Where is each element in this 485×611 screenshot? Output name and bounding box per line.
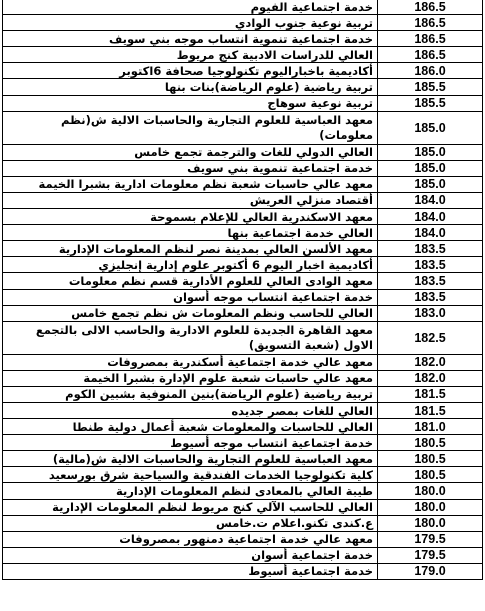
institute-name-cell: معهد الوادى العالي للعلوم الأدارية قسم نظم معلومات	[3, 273, 378, 289]
score-cell: 183.0	[378, 305, 483, 321]
institute-name-cell: كلية تكنولوجيا الخدمات الفندقية والسياحية شرق بورسعيد	[3, 467, 378, 483]
institute-name-cell: العالي للغات بمصر جديده	[3, 402, 378, 418]
institute-name-cell: تربية رياضية (علوم الرياضة)بنين المنوفية بشبين الكوم	[3, 386, 378, 402]
institute-name-cell: معهد الألسن العالي بمدينة نصر لنظم المعلومات الإدارية	[3, 241, 378, 257]
institute-name-cell: خدمة اجتماعية تنموية انتساب موجه بني سويف	[3, 31, 378, 47]
score-cell: 184.0	[378, 192, 483, 208]
score-cell: 183.5	[378, 289, 483, 305]
institute-name-cell: خدمة اجتماعية أسوان	[3, 547, 378, 563]
institute-name-cell: معهد عالي حاسبات شعبة نظم معلومات ادارية بشبرا الخيمة	[3, 176, 378, 192]
institute-name-cell: تربية نوعية سوهاج	[3, 95, 378, 111]
score-cell: 186.0	[378, 63, 483, 79]
score-cell: 179.5	[378, 547, 483, 563]
table-row	[3, 144, 483, 160]
table-row	[3, 31, 483, 47]
institute-name-cell: تربية نوعية جنوب الوادي	[3, 15, 378, 31]
score-cell: 180.5	[378, 467, 483, 483]
institute-name-cell: العالي للدراسات الادبية كنج مريوط	[3, 47, 378, 63]
score-cell: 180.0	[378, 499, 483, 515]
table-row	[3, 15, 483, 31]
institute-name-cell: ع.كندى تكنو.اعلام ت.خامس	[3, 515, 378, 531]
score-cell: 180.0	[378, 515, 483, 531]
institute-name-cell: معهد الاسكندرية العالي للإعلام بسموحة	[3, 209, 378, 225]
institute-name-cell: أقتصاد منزلي العريش	[3, 192, 378, 208]
table-row	[3, 176, 483, 192]
table-row	[3, 321, 483, 354]
institute-name-cell: العالي للحاسب الآلي كنج مريوط لنظم المعلومات الإدارية	[3, 499, 378, 515]
table-row	[3, 531, 483, 547]
table-row	[3, 451, 483, 467]
table-row	[3, 111, 483, 144]
table-row	[3, 160, 483, 176]
score-cell: 180.0	[378, 483, 483, 499]
table-row	[3, 0, 483, 15]
score-cell: 182.0	[378, 354, 483, 370]
score-cell: 185.5	[378, 95, 483, 111]
table-row	[3, 515, 483, 531]
institute-name-cell: العالي الدولي للغات والترجمة تجمع خامس	[3, 144, 378, 160]
score-cell: 180.5	[378, 451, 483, 467]
institute-name-cell: معهد القاهرة الجديدة للعلوم الادارية والحاسب الالى بالتجمع الاول (شعبة التسويق)	[3, 321, 378, 354]
score-cell: 182.5	[378, 321, 483, 354]
score-cell: 179.0	[378, 563, 483, 579]
table-row	[3, 563, 483, 579]
score-cell: 184.0	[378, 225, 483, 241]
table-row	[3, 386, 483, 402]
institute-name-cell: العالي للحاسب ونظم المعلومات ش نظم تجمع خامس	[3, 305, 378, 321]
score-cell: 183.5	[378, 257, 483, 273]
score-cell: 183.5	[378, 241, 483, 257]
table-row	[3, 192, 483, 208]
table-row	[3, 499, 483, 515]
table-row	[3, 467, 483, 483]
score-cell: 179.5	[378, 531, 483, 547]
score-cell: 181.5	[378, 386, 483, 402]
table-row	[3, 370, 483, 386]
table-row	[3, 419, 483, 435]
institute-name-cell: معهد عالي خدمة اجتماعية أسكندرية بمصروفات	[3, 354, 378, 370]
score-cell: 181.5	[378, 402, 483, 418]
score-cell: 186.5	[378, 0, 483, 15]
institute-name-cell: أكاديمية باخباراليوم تكنولوجيا صحافة 6اكتوبر	[3, 63, 378, 79]
scores-table	[2, 0, 483, 580]
table-row	[3, 257, 483, 273]
score-cell: 180.5	[378, 435, 483, 451]
institute-name-cell: معهد عالي حاسبات شعبة علوم الإدارة بشبرا الخيمة	[3, 370, 378, 386]
institute-name-cell: طيبة العالي بالمعادى لنظم المعلومات الإدارية	[3, 483, 378, 499]
institute-name-cell: أكاديمية اخبار اليوم 6 أكتوبر علوم إدارية إنجليزي	[3, 257, 378, 273]
institute-name-cell: معهد عالي خدمة اجتماعية دمنهور بمصروفات	[3, 531, 378, 547]
score-cell: 185.0	[378, 144, 483, 160]
score-cell: 185.0	[378, 160, 483, 176]
institute-name-cell: خدمة اجتماعية انتساب موجه أسيوط	[3, 435, 378, 451]
score-cell: 186.5	[378, 31, 483, 47]
institute-name-cell: معهد العباسية للعلوم التجارية والحاسبات الالية ش(مالية)	[3, 451, 378, 467]
institute-name-cell: خدمة اجتماعية الفيوم	[3, 0, 378, 15]
table-row	[3, 354, 483, 370]
table-row	[3, 289, 483, 305]
table-row	[3, 435, 483, 451]
table-row	[3, 95, 483, 111]
institute-name-cell: معهد العباسية للعلوم التجارية والحاسبات الالية ش(نظم معلومات)	[3, 111, 378, 144]
institute-name-cell: العالي للحاسبات والمعلومات شعبة أعمال دولية طنطا	[3, 419, 378, 435]
table-row	[3, 225, 483, 241]
score-cell: 185.0	[378, 111, 483, 144]
table-row	[3, 241, 483, 257]
score-cell: 184.0	[378, 209, 483, 225]
score-cell: 181.0	[378, 419, 483, 435]
table-row	[3, 305, 483, 321]
institute-name-cell: تربية رياضية (علوم الرياضة)بنات بنها	[3, 79, 378, 95]
institute-name-cell: خدمة اجتماعية تنموية بني سويف	[3, 160, 378, 176]
table-row	[3, 79, 483, 95]
table-row	[3, 402, 483, 418]
table-row	[3, 483, 483, 499]
score-cell: 186.5	[378, 47, 483, 63]
table-row	[3, 47, 483, 63]
table-row	[3, 273, 483, 289]
score-cell: 185.0	[378, 176, 483, 192]
institute-name-cell: خدمة اجتماعية أسيوط	[3, 563, 378, 579]
score-cell: 186.5	[378, 15, 483, 31]
institute-name-cell: العالي خدمة اجتماعية بنها	[3, 225, 378, 241]
institute-name-cell: خدمة اجتماعية انتساب موجه أسوان	[3, 289, 378, 305]
table-row	[3, 547, 483, 563]
score-cell: 183.5	[378, 273, 483, 289]
score-cell: 185.5	[378, 79, 483, 95]
table-row	[3, 63, 483, 79]
score-cell: 182.0	[378, 370, 483, 386]
scores-table-body	[3, 0, 483, 580]
table-row	[3, 209, 483, 225]
